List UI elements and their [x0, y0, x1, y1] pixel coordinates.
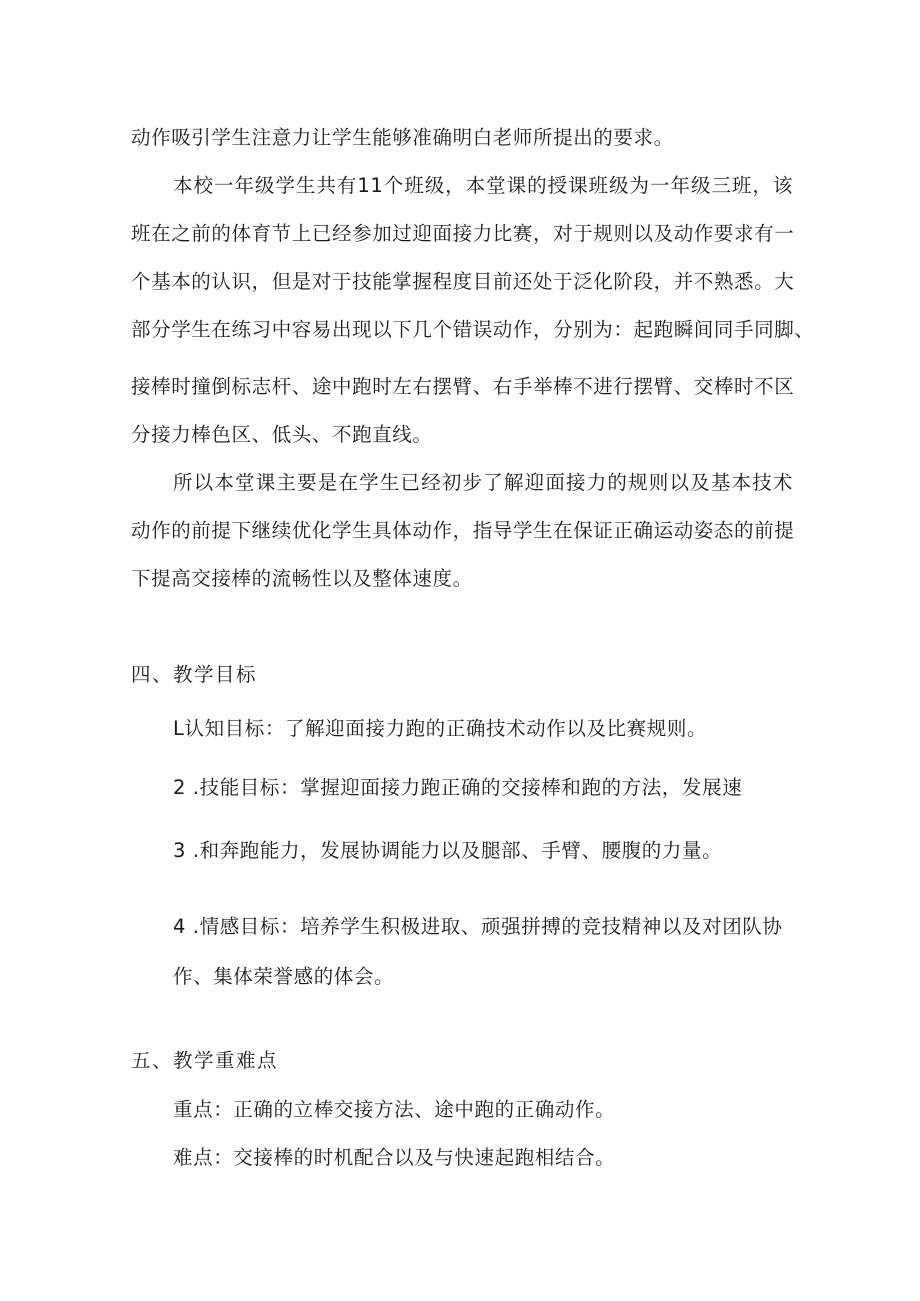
class-paragraph-line: 班在之前的体育节上已经参加过迎面接力比赛，对于规则以及动作要求有一	[131, 222, 795, 245]
focus-paragraph-line: 所以本堂课主要是在学生已经初步了解迎面接力的规则以及基本技术	[173, 471, 793, 494]
focus-paragraph-line: 动作的前提下继续优化学生具体动作，指导学生在保证正确运动姿态的前提	[131, 519, 795, 542]
objective-item: 3 .和奔跑能力，发展协调能力以及腿部、手臂、腰腹的力量。	[173, 839, 723, 862]
class-paragraph-line: 接棒时撞倒标志杆、途中跑时左右摆臂、右手举棒不进行摆臂、交棒时不区	[131, 375, 795, 398]
objective-item: 作、集体荣誉感的体会。	[173, 965, 395, 988]
objective-item: 2 .技能目标：掌握迎面接力跑正确的交接棒和跑的方法，发展速	[173, 776, 743, 799]
difficult-point-item: 难点：交接棒的时机配合以及与快速起跑相结合。	[173, 1146, 616, 1169]
class-paragraph-line: 分接力棒色区、低头、不跑直线。	[131, 423, 433, 446]
objective-item: 4 .情感目标：培养学生积极进取、顽强拼搏的竞技精神以及对团队协	[173, 915, 783, 938]
objective-item: L认知目标：了解迎面接力跑的正确技术动作以及比赛规则。	[173, 717, 708, 740]
class-paragraph-line: 部分学生在练习中容易出现以下几个错误动作，分别为：起跑瞬间同手同脚、	[131, 318, 815, 341]
focus-paragraph-line: 下提高交接棒的流畅性以及整体速度。	[131, 567, 473, 590]
intro-paragraph-end: 动作吸引学生注意力让学生能够准确明白老师所提出的要求。	[131, 126, 674, 149]
class-paragraph-line: 个基本的认识，但是对于技能掌握程度目前还处于泛化阶段，并不熟悉。大	[131, 270, 795, 293]
class-paragraph-line: 本校一年级学生共有11个班级，本堂课的授课班级为一年级三班，该	[173, 174, 793, 197]
section-title: 四、教学目标	[131, 663, 258, 686]
key-point-item: 重点：正确的立棒交接方法、途中跑的正确动作。	[173, 1098, 616, 1121]
section-title: 五、教学重难点	[131, 1049, 279, 1072]
